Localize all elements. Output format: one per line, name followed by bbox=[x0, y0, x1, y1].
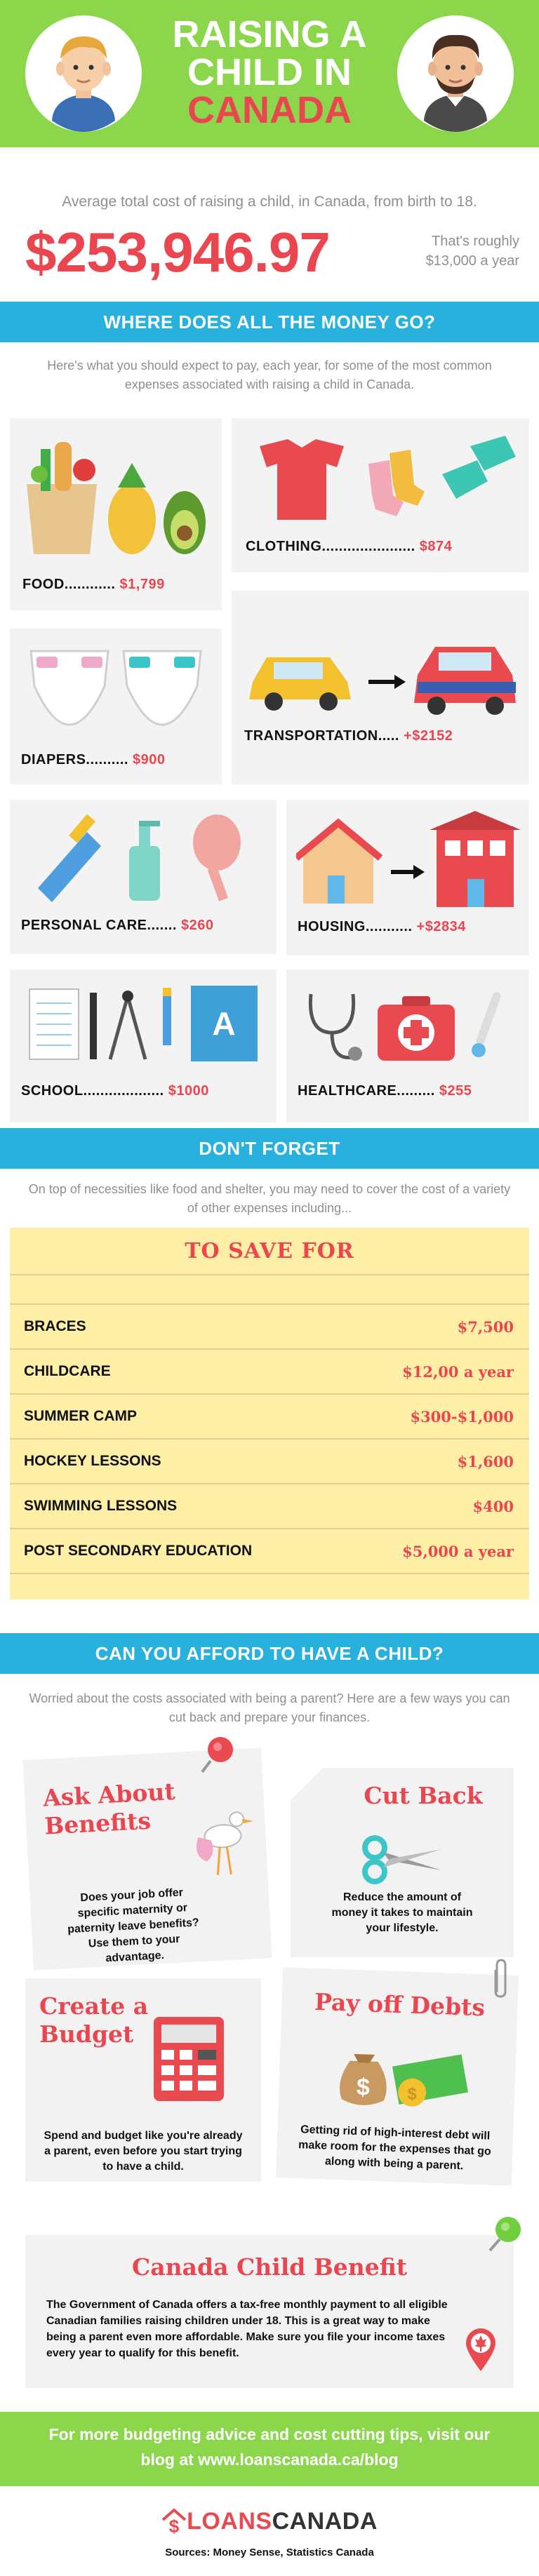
tip-title-cut-back: Cut Back bbox=[364, 1782, 483, 1809]
tip-card-budget bbox=[25, 1978, 261, 2182]
tip-body-budget: Spend and budget like you're already a parent, even before you start trying to have a child. bbox=[44, 2130, 243, 2173]
svg-text:$: $ bbox=[356, 2073, 371, 2101]
sources-note: Sources: Money Sense, Statistics Canada bbox=[165, 2547, 374, 2558]
logo-text-canada: CANADA bbox=[272, 2507, 378, 2535]
push-pin-icon bbox=[197, 1733, 239, 1775]
savings-row bbox=[10, 1484, 529, 1529]
personal-care-label bbox=[21, 918, 213, 934]
healthcare-label-text: HEALTHCARE......... bbox=[298, 1083, 435, 1099]
savings-row bbox=[10, 1305, 529, 1350]
section-header-dont-forget: DON'T FORGET bbox=[0, 1128, 539, 1169]
food-label bbox=[22, 577, 165, 593]
canada-pin-icon bbox=[463, 2326, 498, 2373]
expense-card-healthcare bbox=[286, 970, 529, 1122]
healthcare-icon bbox=[300, 984, 518, 1068]
housing-label-text: HOUSING........... bbox=[298, 919, 413, 934]
expense-card-school bbox=[10, 970, 277, 1122]
savings-row-cost: $400 bbox=[472, 1497, 514, 1515]
dont-forget-intro: On top of necessities like food and shelter, you may need to cover the cost of a variety of other expenses including... bbox=[28, 1182, 511, 1215]
savings-row-cost: $300-$1,000 bbox=[410, 1407, 514, 1425]
logo-text-loans: LOANS bbox=[187, 2507, 272, 2535]
personal-care-amount: $260 bbox=[180, 918, 214, 933]
savings-row-label: POST SECONDARY EDUCATION bbox=[24, 1543, 253, 1559]
paper-clip-icon bbox=[491, 1957, 510, 1999]
section-header-afford: CAN YOU AFFORD TO HAVE A CHILD? bbox=[0, 1633, 539, 1674]
diapers-icon bbox=[24, 644, 208, 728]
clothing-amount: $874 bbox=[419, 539, 453, 554]
savings-row-cost: $1,600 bbox=[457, 1452, 514, 1470]
tip-card-debts bbox=[276, 1967, 519, 2186]
man-avatar-right bbox=[397, 15, 514, 132]
scissors-icon bbox=[361, 1835, 445, 1884]
houses-icon bbox=[296, 805, 521, 911]
tip-title-budget bbox=[39, 1992, 148, 2048]
calculator-icon bbox=[150, 2013, 227, 2105]
intro-subtitle: Average total cost of raising a child, in Canada, from birth to 18. bbox=[62, 194, 477, 210]
diapers-label-text: DIAPERS.......... bbox=[21, 752, 128, 767]
expense-card-diapers bbox=[10, 629, 222, 784]
stork-icon bbox=[182, 1803, 257, 1884]
food-amount: $1,799 bbox=[119, 577, 165, 592]
tip-body-benefits: Does your job offer specific maternity or paternity leave benefits? Use them to your advantage. bbox=[67, 1886, 200, 1965]
clothing-label bbox=[246, 539, 452, 555]
personal-care-icon bbox=[24, 811, 262, 902]
school-label bbox=[21, 1083, 209, 1099]
expense-card-housing bbox=[286, 800, 529, 955]
savings-row bbox=[10, 1440, 529, 1484]
header-title bbox=[143, 15, 396, 129]
total-cost: $253,946.97 bbox=[25, 221, 330, 283]
savings-row-label: SWIMMING LESSONS bbox=[24, 1498, 178, 1514]
transportation-label-text: TRANSPORTATION..... bbox=[244, 728, 399, 744]
savings-row-cost: $12,00 a year bbox=[402, 1362, 514, 1381]
personal-care-label-text: PERSONAL CARE....... bbox=[21, 918, 177, 933]
benefit-body: The Government of Canada offers a tax-free monthly payment to all eligible Canadian families raising children under 18. This is a great way to make being a parent even more affordable. Make sure you file your income taxes every year to qualify for this benefit. bbox=[46, 2299, 448, 2359]
savings-row-label: SUMMER CAMP bbox=[24, 1408, 137, 1424]
savings-row bbox=[10, 1395, 529, 1440]
transportation-amount: +$2152 bbox=[404, 728, 453, 744]
paper-title-bar bbox=[10, 1228, 529, 1275]
savings-list-title: TO SAVE FOR bbox=[185, 1238, 354, 1263]
healthcare-amount: $255 bbox=[439, 1083, 472, 1099]
savings-row-cost: $5,000 a year bbox=[402, 1542, 514, 1560]
clothing-label-text: CLOTHING...................... bbox=[246, 539, 415, 554]
savings-row-label: HOCKEY LESSONS bbox=[24, 1453, 161, 1469]
diapers-amount: $900 bbox=[133, 752, 166, 767]
svg-text:$: $ bbox=[406, 2084, 418, 2104]
title-line-2: CHILD IN bbox=[187, 51, 352, 93]
title-line-3: CANADA bbox=[187, 89, 352, 131]
cars-icon bbox=[246, 633, 519, 717]
healthcare-label bbox=[298, 1083, 472, 1099]
school-supplies-icon bbox=[22, 982, 268, 1066]
expense-card-clothing bbox=[232, 418, 529, 572]
money-icon bbox=[327, 2032, 470, 2114]
savings-row-label: CHILDCARE bbox=[24, 1363, 111, 1379]
diapers-label bbox=[21, 752, 166, 768]
tip-title-debts: Pay off Debts bbox=[314, 1987, 486, 2022]
school-label-text: SCHOOL................... bbox=[21, 1083, 164, 1099]
tip-body-cut-back: Reduce the amount of money it takes to maintain your lifestyle. bbox=[331, 1891, 473, 1934]
loans-canada-logo bbox=[0, 2507, 539, 2535]
note-line-2: $13,000 a year bbox=[425, 253, 519, 269]
transportation-label bbox=[244, 728, 453, 744]
expense-card-transportation bbox=[232, 591, 529, 784]
expense-card-personal-care bbox=[10, 800, 277, 954]
tip-card-benefits bbox=[22, 1747, 272, 1970]
section-header-expenses: WHERE DOES ALL THE MONEY GO? bbox=[0, 302, 539, 342]
benefit-title: Canada Child Benefit bbox=[132, 2253, 407, 2281]
clothing-icon bbox=[246, 432, 519, 523]
title-line-1: RAISING A bbox=[172, 13, 367, 55]
groceries-icon bbox=[20, 435, 213, 561]
tip-card-cut-back bbox=[291, 1768, 514, 1957]
expense-card-food bbox=[10, 418, 222, 610]
tip-title-line: Benefits bbox=[44, 1806, 152, 1840]
food-label-text: FOOD............ bbox=[22, 577, 116, 592]
housing-label bbox=[298, 919, 466, 935]
note-line-1: That's roughly bbox=[432, 234, 519, 249]
footer-blog-link[interactable]: blog at www.loanscanada.ca/blog bbox=[140, 2450, 399, 2469]
afford-intro: Worried about the costs associated with being a parent? Here are a few ways you can cut back and prepare your finances. bbox=[29, 1691, 510, 1724]
tip-body-debts: Getting rid of high-interest debt will make room for the expenses that go along with being a parent. bbox=[298, 2124, 491, 2173]
school-amount: $1000 bbox=[168, 1083, 209, 1099]
man-avatar-left bbox=[25, 15, 142, 132]
tip-title-line: Budget bbox=[39, 2020, 134, 2048]
canada-child-benefit-card bbox=[25, 2235, 514, 2388]
per-year-note bbox=[393, 232, 519, 271]
house-dollar-icon bbox=[161, 2507, 187, 2535]
push-pin-icon bbox=[484, 2213, 526, 2255]
tip-title-line: Create a bbox=[39, 1992, 149, 2020]
paper-blank-line bbox=[10, 1275, 529, 1305]
expenses-intro: Here's what you should expect to pay, each year, for some of the most common expenses associated with raising a child in Canada. bbox=[47, 358, 492, 391]
savings-row-label: BRACES bbox=[24, 1318, 86, 1334]
tip-title-line: Ask About bbox=[42, 1777, 176, 1812]
footer-line-1: For more budgeting advice and cost cutting tips, visit our bbox=[48, 2425, 491, 2443]
savings-row bbox=[10, 1529, 529, 1574]
savings-row bbox=[10, 1350, 529, 1395]
savings-row-cost: $7,500 bbox=[457, 1317, 514, 1336]
svg-text:A: A bbox=[212, 1005, 236, 1042]
svg-text:$: $ bbox=[168, 2516, 180, 2535]
housing-amount: +$2834 bbox=[416, 919, 466, 934]
footer-cta bbox=[0, 2422, 539, 2472]
tip-title-benefits bbox=[42, 1778, 177, 1841]
